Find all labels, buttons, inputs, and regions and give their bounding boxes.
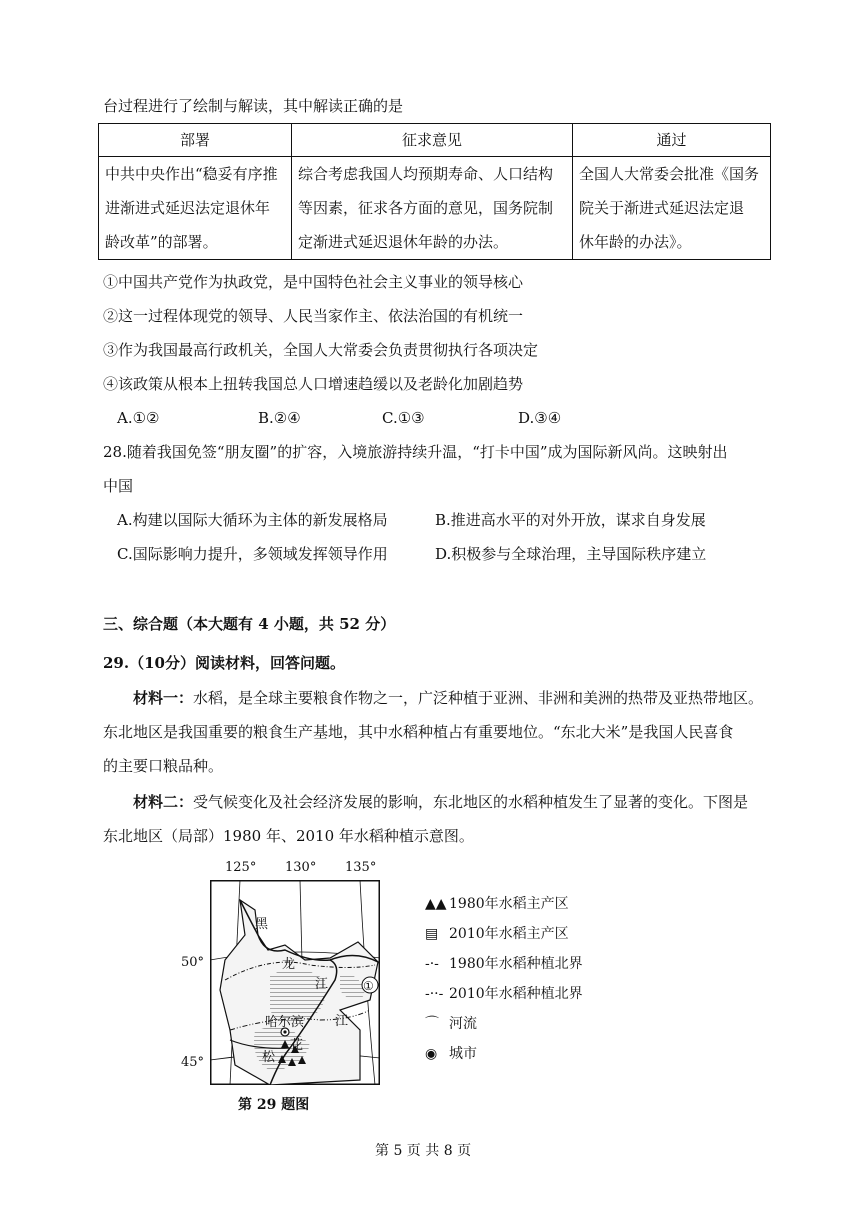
lat-label-45: 45° [181, 1055, 205, 1070]
map-svg [210, 880, 380, 1085]
map-label-long: 龙 [282, 957, 296, 972]
option-c: C.①③ [382, 409, 425, 427]
legend-symbol: ▤ [425, 926, 439, 942]
q28-option-b: B.推进高水平的对外开放，谋求自身发展 [435, 511, 706, 529]
map-label-jiang: 江 [315, 977, 329, 992]
rice-map [210, 880, 380, 1085]
map-label-hua: 花 [290, 1038, 304, 1053]
page-footer: 第 5 页 共 8 页 [375, 1143, 472, 1159]
q28-stem-line2: 中国 [103, 477, 134, 495]
legend-label: 1980年水稻种植北界 [449, 956, 583, 972]
material2-line1 [133, 792, 748, 812]
cell-line: 定渐进式延迟退休年龄的办法。 [298, 233, 509, 251]
material1-line3: 的主要口粮品种。 [103, 757, 224, 775]
map-label-song: 松 [262, 1050, 276, 1065]
legend-label: 1980年水稻主产区 [449, 896, 569, 912]
legend-item-river [425, 1015, 477, 1033]
option-d: D.③④ [518, 409, 562, 427]
map-label-harbin: 哈尔滨 [265, 1015, 305, 1030]
q28-option-c: C.国际影响力提升，多领域发挥领导作用 [117, 545, 388, 563]
cell-line: 院关于渐进式延迟法定退 [579, 199, 745, 217]
process-table [98, 123, 771, 260]
question-intro-line: 台过程进行了绘制与解读，其中解读正确的是 [103, 97, 404, 115]
section-title: 三、综合题（本大题有 4 小题，共 52 分） [103, 615, 396, 633]
material1-label: 材料一： [133, 689, 194, 707]
legend-label: 城市 [449, 1046, 477, 1062]
table-header-row [99, 124, 771, 157]
material1-text: 水稻，是全球主要粮食作物之一，广泛种植于亚洲、非洲和美洲的热带及亚热带地区。 [193, 689, 764, 707]
lat-label-50: 50° [181, 955, 205, 970]
q28-option-a: A.构建以国际大循环为主体的新发展格局 [117, 511, 388, 529]
map-label-jiang-2: 江 [335, 1014, 349, 1029]
material1-line2: 东北地区是我国重要的粮食生产基地，其中水稻种植占有重要地位。“东北大米”是我国人民喜食 [103, 723, 734, 741]
statement-3: ③作为我国最高行政机关，全国人大常委会负责贯彻执行各项决定 [103, 341, 539, 359]
option-b: B.②④ [258, 409, 301, 427]
city-marker-harbin-dot [283, 1030, 286, 1033]
legend-symbol: -·- [425, 956, 439, 972]
table-cell-consult [292, 157, 573, 260]
option-a: A.①② [117, 409, 160, 427]
table-row [99, 157, 771, 260]
cell-line: 全国人大常委会批准《国务 [579, 165, 760, 183]
material1-line1 [133, 688, 763, 708]
statement-1: ①中国共产党作为执政党，是中国特色社会主义事业的领导核心 [103, 273, 524, 291]
legend-symbol: ⌒ [425, 1016, 439, 1032]
legend-item-2010-boundary [425, 985, 583, 1003]
cell-line: 休年龄的办法》。 [579, 233, 692, 251]
table-cell-deploy [99, 157, 292, 260]
q28-option-d: D.积极参与全球治理，主导国际秩序建立 [435, 545, 707, 563]
table-header-cell: 通过 [573, 124, 771, 157]
legend-label: 河流 [449, 1016, 477, 1032]
legend-item-city [425, 1045, 477, 1063]
lon-label-130: 130° [285, 860, 317, 875]
table-header-cell: 征求意见 [292, 124, 573, 157]
table-cell-pass [573, 157, 771, 260]
lon-label-125: 125° [225, 860, 257, 875]
statement-4: ④该政策从根本上扭转我国总人口增速趋缓以及老龄化加剧趋势 [103, 375, 524, 393]
cell-line: 综合考虑我国人均预期寿命、人口结构 [298, 165, 554, 183]
legend-label: 2010年水稻种植北界 [449, 986, 583, 1002]
legend-symbol: ▲▲ [425, 896, 447, 912]
legend-item-1980-area [425, 895, 569, 913]
cell-line: 中共中央作出“稳妥有序推 [105, 165, 278, 183]
legend-label: 2010年水稻主产区 [449, 926, 569, 942]
statement-2: ②这一过程体现党的领导、人民当家作主、依法治国的有机统一 [103, 307, 524, 325]
map-label-hei: 黑 [255, 917, 269, 932]
material2-text: 受气候变化及社会经济发展的影响，东北地区的水稻种植发生了显著的变化。下图是 [193, 793, 749, 811]
q29-title: 29.（10分）阅读材料，回答问题。 [103, 654, 345, 672]
cell-line: 等因素，征求各方面的意见，国务院制 [298, 199, 554, 217]
legend-symbol: ◉ [425, 1046, 438, 1062]
lon-label-135: 135° [345, 860, 377, 875]
map-label-1: ① [363, 979, 374, 993]
legend-item-2010-area [425, 925, 569, 943]
material2-label: 材料二： [133, 793, 194, 811]
cell-line: 进渐进式延迟法定退休年 [105, 199, 271, 217]
material2-line2: 东北地区（局部）1980 年、2010 年水稻种植示意图。 [103, 827, 474, 845]
legend-symbol: -··- [425, 986, 444, 1002]
legend-item-1980-boundary [425, 955, 583, 973]
cell-line: 龄改革”的部署。 [105, 233, 218, 251]
map-caption: 第 29 题图 [238, 1097, 310, 1113]
table-header-cell: 部署 [99, 124, 292, 157]
q28-stem-line1: 28.随着我国免签“朋友圈”的扩容，入境旅游持续升温，“打卡中国”成为国际新风尚。这映射出 [103, 443, 728, 461]
